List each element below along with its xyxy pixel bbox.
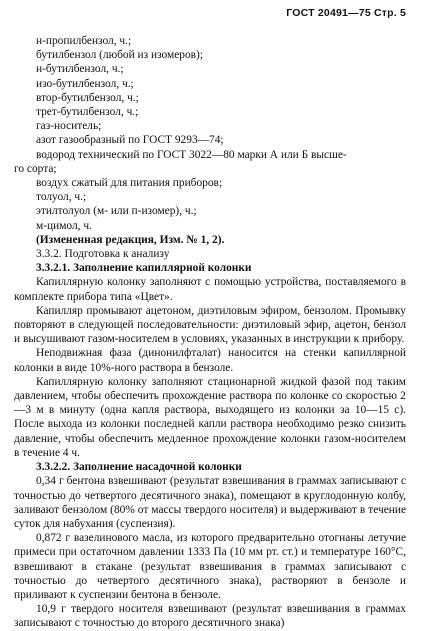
list-item: м-цимол, ч. <box>36 219 92 232</box>
hydrogen-line-1: водород технический по ГОСТ 3022—80 марки А или Б высше- <box>36 148 347 161</box>
list-item: трет-бутилбензол, ч.; <box>36 106 139 119</box>
paragraph: 0,872 г вазелинового масла, из которого предварительно отогнаны летучие примеси при остаточном давлении 1333 Па (10 мм рт. ст.) и температуре 160°С, взвешивают в стакане (результат взвешивания в граммах записывают с точностью до четвертого десятичного знака), растворяют в бензоле и приливают к суспензии бентона в бензоле. <box>14 532 406 601</box>
list-item: н-пропилбензол, ч.; <box>36 35 132 47</box>
section-heading-3-3-2: 3.3.2. Подготовка к анализу <box>36 248 170 261</box>
list-item: газ-носитель; <box>36 120 102 133</box>
section-heading-3-3-2-1: 3.3.2.1. Заполнение капиллярной колонки <box>36 262 252 275</box>
paragraph: 0,34 г бентона взвешивают (результат взвешивания в граммах записывают с точностью до четвертого десятичного знака), помещают в круглодонную колбу, заливают бензолом (80% от массы твердого носителя) и выдерживают в течение суток для набухания (суспензия). <box>14 475 406 530</box>
paragraph: Капиллярную колонку заполняют стационарной жидкой фазой под таким давлением, чтобы обеспечить прохождение раствора по колонке со скоростью 2—3 м в минуту (одна капля раствора, выходящего из колонки за 10—15 с). После выхода из колонки последней капли раствора необходимо резко снизить давление, чтобы обеспечить медленное прохождение колонки газом-носителем в течение 4 ч. <box>14 375 406 459</box>
paragraph: 10,9 г твердого носителя взвешивают (результат взвешивания в граммах записывают с точностью до второго десятичного знака) <box>14 603 406 630</box>
edition-note: (Измененная редакция, Изм. № 1, 2). <box>36 233 225 246</box>
paragraph: Капиллярную колонку заполняют с помощью устройства, поставляемого в комплекте прибора типа «Цвет». <box>14 276 406 303</box>
list-item: этилтолуол (м- или п-изомер), ч.; <box>36 205 197 218</box>
document-body <box>14 34 406 631</box>
list-item: толуол, ч.; <box>36 191 87 204</box>
paragraph: Капилляр промывают ацетоном, диэтиловым эфиром, бензолом. Промывку повторяют в следующей последовательности: диэтиловый эфир, ацетон, бензол и высушивают газом-носителем в условиях, указанных в инструкции к прибору. <box>14 304 406 346</box>
paragraph: Неподвижная фаза (динонилфталат) наносится на стенки капиллярной колонки в виде 10%-ного раствора в бензоле. <box>14 347 406 374</box>
page-header: ГОСТ 20491—75 Стр. 5 <box>286 7 406 19</box>
list-item: изо-бутилбензол, ч.; <box>36 77 134 90</box>
section-heading-3-3-2-2: 3.3.2.2. Заполнение насадочной колонки <box>36 461 242 474</box>
hydrogen-line-2: го сорта; <box>14 162 57 175</box>
list-item: азот газообразный по ГОСТ 9293—74; <box>36 134 224 147</box>
list-item: н-бутилбензол, ч.; <box>36 63 124 76</box>
list-item: втор-бутилбензол, ч.; <box>36 91 139 104</box>
list-item: бутилбензол (любой из изомеров); <box>36 49 203 62</box>
list-item: воздух сжатый для питания приборов; <box>36 177 223 190</box>
